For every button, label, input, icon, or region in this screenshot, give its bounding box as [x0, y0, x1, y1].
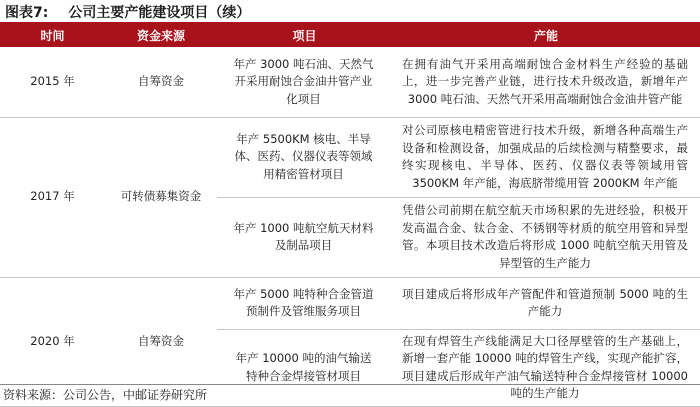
source-note: 资料来源：公司公告，中邮证券研究所	[3, 388, 208, 402]
header-project: 项目	[217, 24, 392, 47]
chart-title-text: 公司主要产能建设项目（续）	[68, 5, 251, 21]
capacity-cell: 在拥有油气开采用高端耐蚀合金材料生产经验的基础上，进一步完善产业链，进行技术升级改造，新增年产 3000 吨石油、天然气开采用高端耐蚀合金油井管产能	[392, 47, 700, 117]
project-cell: 年产 5000 吨特种合金管道预制件及管维服务项目	[217, 277, 392, 329]
table-bottom-rule	[0, 384, 700, 385]
project-cell: 年产 5500KM 核电、半导体、医药、仪器仪表等领域用精密管材项目	[217, 117, 392, 197]
table-row	[0, 117, 700, 197]
fund-cell: 自筹资金	[105, 47, 217, 117]
capacity-table	[0, 24, 700, 407]
table-row	[0, 47, 700, 117]
chart-number: 图表7:	[5, 5, 49, 21]
header-capacity: 产能	[392, 24, 700, 47]
year-cell: 2015 年	[0, 47, 105, 117]
project-cell: 年产 10000 吨的油气输送特种合金焊接管材项目	[217, 329, 392, 406]
table-row	[0, 277, 700, 329]
header-fund-source: 资金来源	[105, 24, 217, 47]
fund-cell: 可转债募集资金	[105, 117, 217, 277]
year-cell: 2017 年	[0, 117, 105, 277]
year-cell: 2020 年	[0, 277, 105, 406]
capacity-cell: 凭借公司前期在航空航天市场积累的先进经验，积极开发高温合金、钛合金、不锈钢等材质的航空用管和异型管。本项目技术改造后将形成 1000 吨航空航天用管及异型管的生产能力	[392, 197, 700, 277]
capacity-cell: 对公司原核电精密管进行技术升级，新增各种高端生产设备和检测设备，加强成品的后续检测与精整要求，最终实现核电、半导体、医药、仪器仪表等领域用管 3500KM 年产能，海底脐带缆用管 2000KM 年产能	[392, 117, 700, 197]
capacity-cell: 项目建成后将形成年产管配件和管道预制 5000 吨的生产能力	[392, 277, 700, 329]
project-cell: 年产 3000 吨石油、天然气开采用耐蚀合金油井管产业化项目	[217, 47, 392, 117]
header-time: 时间	[0, 24, 105, 47]
table-header-row	[0, 24, 700, 47]
fund-cell: 自筹资金	[105, 277, 217, 406]
project-cell: 年产 1000 吨航空航天材料及制品项目	[217, 197, 392, 277]
chart-title	[5, 2, 250, 22]
capacity-cell: 在现有焊管生产线能满足大口径厚壁管的生产基础上，新增一套产能 10000 吨的焊管生产线，实现产能扩容，项目建成后形成年产油气输送特种合金焊接管材 10000 吨的生产能力	[392, 329, 700, 406]
